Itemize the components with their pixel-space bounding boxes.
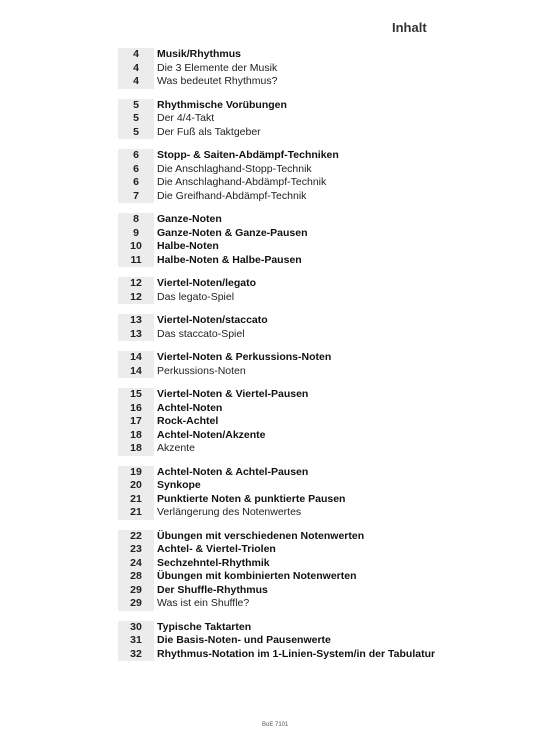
toc-page-number: 6	[118, 176, 154, 190]
toc-chapter-title: Übungen mit verschiedenen Notenwerten	[157, 529, 365, 542]
toc-page-number: 18	[118, 442, 154, 456]
toc-entry[interactable]	[118, 493, 498, 507]
toc-entry[interactable]	[118, 190, 498, 204]
toc-subtitle: Das legato-Spiel	[157, 290, 235, 303]
toc-subtitle: Verlängerung des Notenwertes	[157, 506, 302, 518]
toc-entry[interactable]	[118, 126, 498, 140]
table-of-contents	[118, 48, 498, 671]
toc-subtitle: Das staccato-Spiel	[157, 327, 245, 340]
toc-page-number: 7	[118, 190, 154, 204]
toc-page-number: 29	[118, 584, 154, 598]
toc-page-number: 21	[118, 493, 154, 507]
toc-entry[interactable]	[118, 351, 498, 365]
toc-page-number: 9	[118, 227, 154, 241]
toc-entry[interactable]	[118, 240, 498, 254]
toc-page-number: 30	[118, 621, 154, 635]
toc-page-number: 6	[118, 163, 154, 177]
toc-page-number: 29	[118, 597, 154, 611]
toc-chapter-title: Übungen mit kombinierten Notenwerten	[157, 570, 357, 582]
toc-page-number: 13	[118, 328, 154, 342]
toc-page-number: 6	[118, 149, 154, 163]
toc-chapter-title: Viertel-Noten/staccato	[157, 314, 268, 326]
toc-group	[118, 99, 498, 140]
toc-entry[interactable]	[118, 442, 498, 456]
toc-group	[118, 213, 498, 267]
toc-entry[interactable]	[118, 365, 498, 379]
toc-subtitle: Was bedeutet Rhythmus?	[157, 75, 278, 87]
page-title: Inhalt	[392, 20, 427, 35]
toc-chapter-title: Halbe-Noten & Halbe-Pausen	[157, 253, 302, 266]
toc-subtitle: Was ist ein Shuffle?	[157, 597, 250, 609]
footer-code: BoE 7101	[262, 722, 289, 728]
toc-entry[interactable]	[118, 584, 498, 598]
toc-page-number: 18	[118, 429, 154, 443]
toc-page-number: 22	[118, 530, 154, 544]
toc-entry[interactable]	[118, 506, 498, 520]
toc-entry[interactable]	[118, 176, 498, 190]
toc-chapter-title: Achtel- & Viertel-Triolen	[157, 543, 276, 555]
toc-chapter-title: Rhythmische Vorübungen	[157, 98, 287, 111]
toc-subtitle: Akzente	[157, 442, 195, 454]
toc-chapter-title: Stopp- & Saiten-Abdämpf-Techniken	[157, 149, 339, 161]
toc-page-number: 5	[118, 112, 154, 126]
toc-entry[interactable]	[118, 254, 498, 268]
toc-chapter-title: Achtel-Noten	[157, 401, 223, 414]
toc-entry[interactable]	[118, 99, 498, 113]
toc-chapter-title: Viertel-Noten/legato	[157, 277, 256, 289]
toc-entry[interactable]	[118, 328, 498, 342]
toc-subtitle: Die Greifhand-Abdämpf-Technik	[157, 189, 307, 202]
toc-entry[interactable]	[118, 597, 498, 611]
toc-chapter-title: Viertel-Noten & Perkussions-Noten	[157, 351, 332, 363]
toc-page-number: 16	[118, 402, 154, 416]
toc-group	[118, 48, 498, 89]
toc-page-number: 5	[118, 99, 154, 113]
toc-subtitle: Der 4/4-Takt	[157, 112, 215, 124]
toc-page-number: 32	[118, 648, 154, 662]
toc-entry[interactable]	[118, 291, 498, 305]
toc-group	[118, 388, 498, 456]
toc-entry[interactable]	[118, 277, 498, 291]
toc-chapter-title: Der Shuffle-Rhythmus	[157, 583, 268, 596]
toc-chapter-title: Synkope	[157, 479, 201, 491]
toc-page-number: 12	[118, 277, 154, 291]
toc-page-number: 4	[118, 48, 154, 62]
toc-entry[interactable]	[118, 648, 498, 662]
toc-page-number: 24	[118, 557, 154, 571]
toc-page-number: 4	[118, 62, 154, 76]
toc-group	[118, 621, 498, 662]
toc-entry[interactable]	[118, 149, 498, 163]
toc-entry[interactable]	[118, 466, 498, 480]
toc-page-number: 20	[118, 479, 154, 493]
toc-group	[118, 351, 498, 378]
toc-entry[interactable]	[118, 557, 498, 571]
toc-chapter-title: Rhythmus-Notation im 1-Linien-System/in der Tabulatur	[157, 647, 436, 660]
toc-page-number: 10	[118, 240, 154, 254]
toc-page-number: 31	[118, 634, 154, 648]
toc-group	[118, 149, 498, 203]
toc-subtitle: Die Anschlaghand-Stopp-Technik	[157, 162, 312, 175]
toc-page-number: 11	[118, 254, 154, 268]
toc-chapter-title: Achtel-Noten & Achtel-Pausen	[157, 465, 309, 478]
toc-page-number: 23	[118, 543, 154, 557]
toc-chapter-title: Sechzehntel-Rhythmik	[157, 556, 270, 569]
toc-entry[interactable]	[118, 543, 498, 557]
toc-page-number: 19	[118, 466, 154, 480]
toc-entry[interactable]	[118, 570, 498, 584]
toc-entry[interactable]	[118, 479, 498, 493]
toc-page-number: 5	[118, 126, 154, 140]
toc-entry[interactable]	[118, 621, 498, 635]
toc-page-number: 21	[118, 506, 154, 520]
toc-subtitle: Die Anschlaghand-Abdämpf-Technik	[157, 176, 327, 188]
toc-page-number: 28	[118, 570, 154, 584]
toc-chapter-title: Die Basis-Noten- und Pausenwerte	[157, 634, 331, 646]
toc-page-number: 12	[118, 291, 154, 305]
toc-page-number: 4	[118, 75, 154, 89]
toc-chapter-title: Viertel-Noten & Viertel-Pausen	[157, 388, 309, 400]
toc-entry[interactable]	[118, 402, 498, 416]
toc-chapter-title: Punktierte Noten & punktierte Pausen	[157, 492, 346, 505]
toc-chapter-title: Musik/Rhythmus	[157, 48, 242, 60]
toc-subtitle: Der Fuß als Taktgeber	[157, 125, 261, 138]
toc-entry[interactable]	[118, 429, 498, 443]
toc-chapter-title: Achtel-Noten/Akzente	[157, 428, 266, 441]
toc-page-number: 14	[118, 365, 154, 379]
toc-subtitle: Perkussions-Noten	[157, 364, 246, 377]
toc-chapter-title: Typische Taktarten	[157, 620, 252, 633]
toc-entry[interactable]	[118, 415, 498, 429]
toc-entry[interactable]	[118, 314, 498, 328]
toc-entry[interactable]	[118, 48, 498, 62]
toc-entry[interactable]	[118, 62, 498, 76]
toc-entry[interactable]	[118, 163, 498, 177]
toc-page-number: 15	[118, 388, 154, 402]
toc-entry[interactable]	[118, 634, 498, 648]
toc-subtitle: Die 3 Elemente der Musik	[157, 61, 278, 74]
toc-page-number: 14	[118, 351, 154, 365]
toc-entry[interactable]	[118, 213, 498, 227]
toc-entry[interactable]	[118, 227, 498, 241]
toc-group	[118, 314, 498, 341]
toc-page-number: 8	[118, 213, 154, 227]
toc-chapter-title: Halbe-Noten	[157, 240, 219, 252]
toc-chapter-title: Ganze-Noten	[157, 213, 222, 225]
toc-page-number: 13	[118, 314, 154, 328]
toc-entry[interactable]	[118, 75, 498, 89]
toc-chapter-title: Rock-Achtel	[157, 415, 219, 427]
toc-entry[interactable]	[118, 530, 498, 544]
toc-entry[interactable]	[118, 388, 498, 402]
toc-group	[118, 530, 498, 611]
toc-group	[118, 277, 498, 304]
toc-chapter-title: Ganze-Noten & Ganze-Pausen	[157, 226, 308, 239]
toc-page-number: 17	[118, 415, 154, 429]
toc-entry[interactable]	[118, 112, 498, 126]
toc-group	[118, 466, 498, 520]
